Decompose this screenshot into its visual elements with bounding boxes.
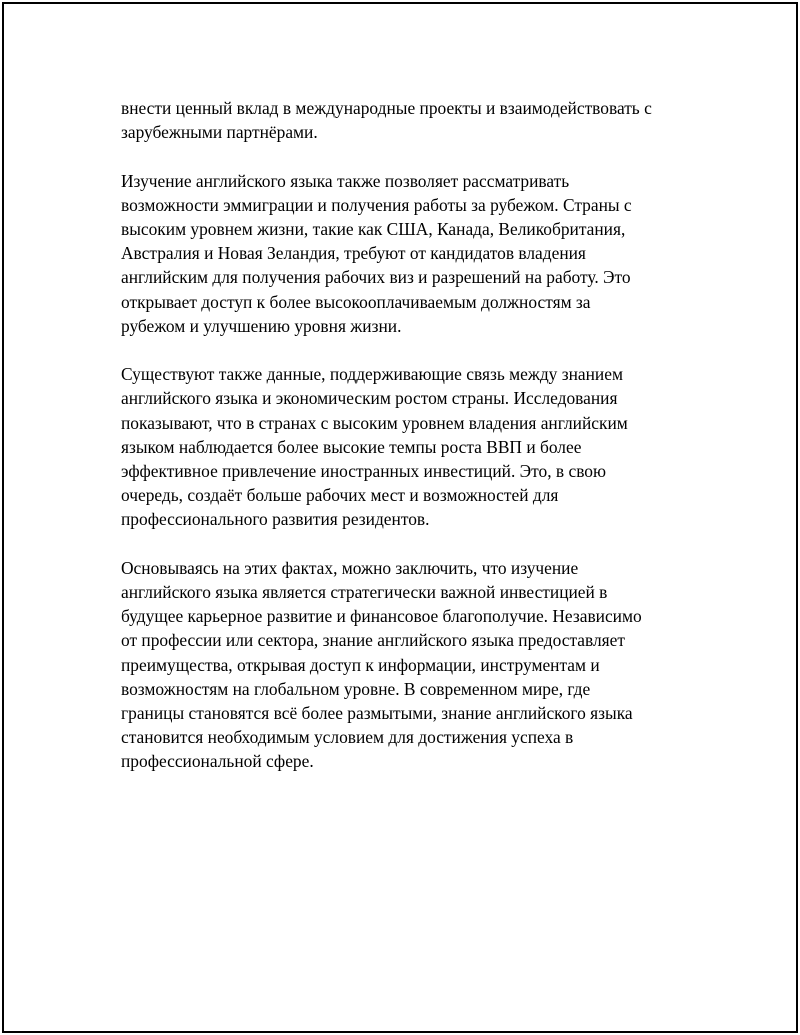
- text-line: зарубежными партнёрами.: [121, 122, 318, 143]
- text-line: очередь, создаёт больше рабочих мест и возможностей для: [121, 485, 559, 506]
- paragraph-3: [121, 362, 681, 531]
- text-line: Основываясь на этих фактах, можно заключить, что изучение: [121, 557, 579, 578]
- text-line: языком наблюдается более высокие темпы роста ВВП и более: [121, 436, 582, 457]
- text-line: преимущества, открывая доступ к информации, инструментам и: [121, 654, 600, 675]
- text-line: профессиональной сфере.: [121, 751, 314, 772]
- paragraph-2: [121, 169, 681, 338]
- text-line: от профессии или сектора, знание английского языка предоставляет: [121, 630, 625, 651]
- text-line: возможностям на глобальном уровне. В современном мире, где: [121, 678, 591, 699]
- text-line: Изучение английского языка также позволяет рассматривать: [121, 170, 570, 191]
- text-line: эффективное привлечение иностранных инвестиций. Это, в свою: [121, 461, 606, 482]
- text-line: английским для получения рабочих виз и разрешений на работу. Это: [121, 267, 631, 288]
- text-line: английского языка является стратегически важной инвестицией в: [121, 582, 608, 603]
- document-page: [2, 2, 798, 1033]
- paragraph-4: [121, 556, 681, 774]
- text-line: рубежом и улучшению уровня жизни.: [121, 315, 402, 336]
- document-body: [121, 96, 681, 798]
- text-line: будущее карьерное развитие и финансовое благополучие. Независимо: [121, 606, 642, 627]
- text-line: английского языка и экономическим ростом страны. Исследования: [121, 388, 618, 409]
- paragraph-1: [121, 96, 681, 144]
- text-line: Австралия и Новая Зеландия, требуют от кандидатов владения: [121, 243, 586, 264]
- text-line: Существуют также данные, поддерживающие связь между знанием: [121, 364, 623, 385]
- text-line: высоким уровнем жизни, такие как США, Канада, Великобритания,: [121, 219, 626, 239]
- text-line: становится необходимым условием для достижения успеха в: [121, 727, 574, 748]
- text-line: профессионального развития резидентов.: [121, 509, 430, 530]
- text-line: внести ценный вклад в международные проекты и взаимодействовать с: [121, 98, 652, 118]
- text-line: открывает доступ к более высокооплачиваемым должностям за: [121, 291, 591, 312]
- text-line: показывают, что в странах с высоким уровнем владения английским: [121, 412, 628, 433]
- text-line: возможности эммиграции и получения работы за рубежом. Страны с: [121, 194, 632, 215]
- text-line: границы становятся всё более размытыми, знание английского языка: [121, 703, 633, 724]
